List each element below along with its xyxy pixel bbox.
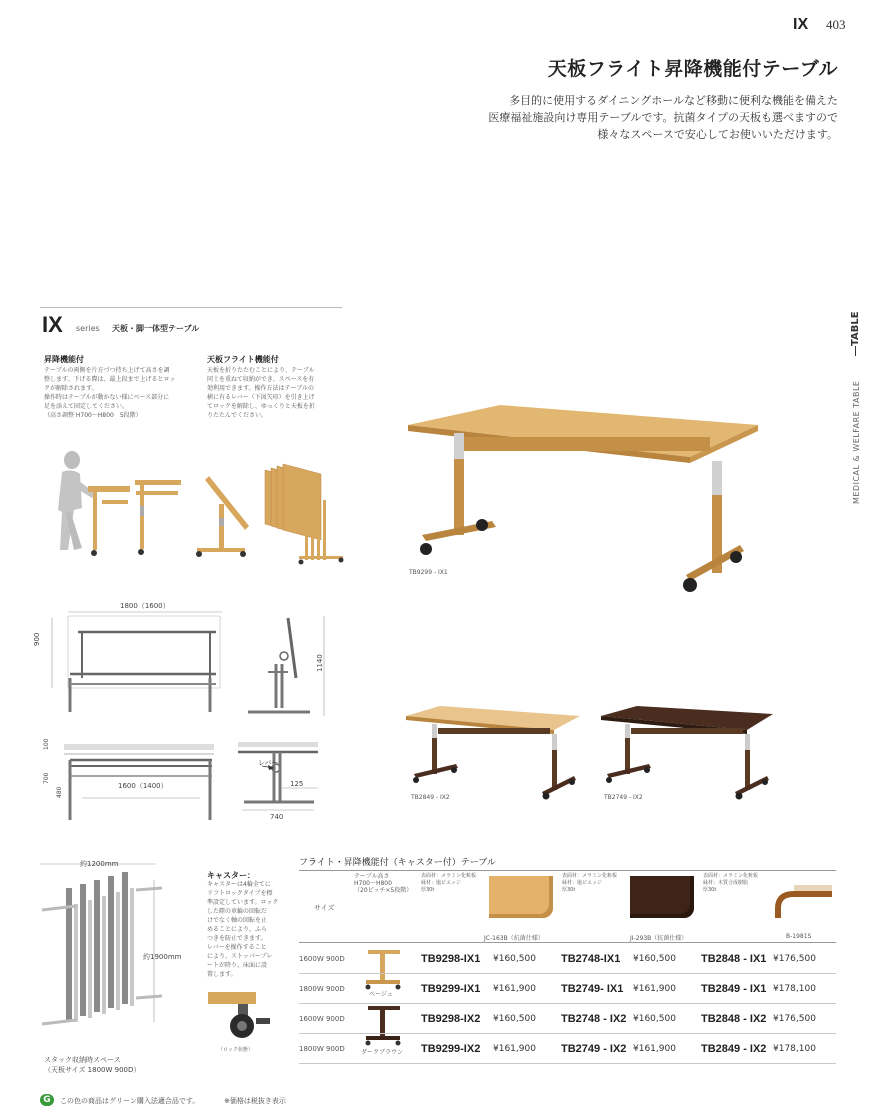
text-line: した際の車輪の回転だ — [207, 908, 268, 915]
text-line: 準設定しています。ロック — [207, 899, 279, 906]
price: ¥161,900 — [633, 1034, 701, 1064]
dim-100: 100 — [43, 738, 50, 750]
text-line: （高さ調整 H700〜H800 5段階） — [44, 412, 142, 419]
row-size: 1800W 900D — [299, 974, 355, 1004]
model-code: TB2749 - IX2 — [561, 1034, 633, 1064]
text-line: （20ピッチ×5段階） — [354, 887, 413, 894]
text-line: 厚30t — [562, 887, 576, 893]
price: ¥161,900 — [633, 974, 701, 1004]
dim-width-inner: 1600（1400） — [118, 782, 168, 790]
spec-header-rule — [299, 942, 836, 943]
text-line: てロックを解除し、ゆっくりと天板を折 — [207, 403, 315, 410]
dim-480: 480 — [56, 786, 63, 798]
text-line: 縁材：塩ビエッジ — [562, 880, 602, 886]
text-line: テーブルの両側を片方づつ持ち上げて高さを調 — [44, 367, 170, 374]
model-code: TB2849 - IX2 — [701, 1034, 773, 1064]
dim-height-1140: 1140 — [316, 654, 324, 672]
text-line: クが解除されます。 — [44, 385, 98, 392]
text-line: キャスターは4輪全てに — [207, 881, 271, 888]
series-desc: 天板・脚一体型テーブル — [112, 324, 200, 333]
text-line: 表面材：メラミン化粧板 — [703, 873, 759, 879]
spec-table — [299, 944, 836, 1064]
side-tab-label: MEDICAL & WELFARE TABLE — [852, 380, 861, 504]
text-line: H700〜H800 — [354, 880, 392, 887]
feature-flight-text — [207, 366, 347, 420]
price: ¥178,100 — [773, 974, 836, 1004]
text-line: 横に有るレバー（下図矢印）を引き上げ — [207, 394, 315, 401]
side-tab-category: TABLE — [850, 311, 861, 346]
dim-width-top: 1800（1600） — [120, 602, 170, 610]
page-series-code: IX — [793, 16, 809, 33]
model-code: TB2849 - IX1 — [701, 974, 773, 1004]
product-code-tb2749: TB2749 - IX2 — [604, 794, 643, 801]
lead-line: 多目的に使用するダイニングホールなど移動に便利な機能を備えた — [509, 94, 838, 107]
model-code: TB2748 - IX2 — [561, 1004, 633, 1034]
top-a-spec — [421, 873, 476, 894]
series-code: IX — [42, 312, 63, 337]
price: ¥176,500 — [773, 1004, 836, 1034]
text-line: つきを防止できます。 — [207, 935, 267, 942]
product-code-tb2849: TB2849 - IX2 — [411, 794, 450, 801]
row-size: 1800W 900D — [299, 1034, 355, 1064]
price: ¥176,500 — [773, 944, 836, 974]
top-b-code: JI-293B（抗菌仕様） — [630, 935, 688, 942]
main-product-code: TB9299 - IX1 — [409, 569, 448, 576]
feature-lift-heading: 昇降機能付 — [44, 355, 84, 364]
leg-brown-label: ダークブラウン — [361, 1049, 404, 1056]
caster-heading: キャスター： — [207, 871, 255, 880]
stack-height: 約1900mm — [143, 953, 182, 961]
leg-beige-label: ベージュ — [369, 991, 393, 998]
model-code: TB2848 - IX1 — [701, 944, 773, 974]
spec-title: フライト・昇降機能付（キャスター付）テーブル — [299, 858, 496, 868]
dim-700: 700 — [43, 772, 50, 784]
price: ¥160,500 — [493, 944, 561, 974]
model-code: TB9299-IX2 — [421, 1034, 493, 1064]
caster-lock-label: （ロック状態） — [218, 1047, 253, 1053]
green-note: この色の商品はグリーン購入法適合品です。 — [60, 1097, 200, 1105]
stack-caption-line: スタック収納時スペース — [44, 1056, 121, 1064]
side-tab-divider — [855, 346, 856, 356]
series-word: series — [76, 324, 100, 333]
text-line: りたたんでください。 — [207, 412, 268, 419]
text-line: 同士を重ねて収納ができ、スペースを有 — [207, 376, 315, 383]
dim-740: 740 — [270, 813, 284, 821]
model-code: TB9299-IX1 — [421, 974, 493, 1004]
top-a-code: JC-163B（抗菌仕様） — [484, 935, 544, 942]
stack-width: 約1200mm — [80, 860, 119, 868]
stack-caption-line: （天板サイズ 1800W 900D） — [44, 1066, 141, 1074]
text-line: 整します。下げる際は、最上段まで上げるとロッ — [44, 376, 176, 383]
text-line: 操作時はテーブルが動かない様にベース部分に — [44, 394, 170, 401]
folding-illustration — [195, 460, 345, 570]
price: ¥160,500 — [633, 944, 701, 974]
text-line: 縁材：塩ビエッジ — [421, 880, 461, 886]
stack-caption — [44, 1055, 140, 1075]
caster-text — [207, 880, 287, 979]
model-code: TB2848 - IX2 — [701, 1004, 773, 1034]
model-code: TB9298-IX2 — [421, 1004, 493, 1034]
model-code: TB2748-IX1 — [561, 944, 633, 974]
dimension-side-view — [240, 608, 340, 720]
dimension-folded-side — [234, 738, 344, 822]
text-line: 表面材：メラミン化粧板 — [562, 873, 618, 879]
lift-illustration — [44, 450, 189, 560]
swatch-beige — [489, 876, 553, 918]
edge-profile-image — [772, 874, 836, 924]
text-line: めることにより、ふら — [207, 926, 268, 933]
row-size: 1600W 900D — [299, 1004, 355, 1034]
text-line: ートが降り、床面に設 — [207, 962, 268, 969]
feature-flight-heading: 天板フライト機能付 — [207, 355, 279, 364]
text-line: 置します。 — [207, 971, 237, 978]
page-number: 403 — [826, 17, 846, 32]
table-row — [299, 944, 836, 974]
top-c-spec — [703, 873, 758, 894]
top-c-code: B-1981S — [786, 933, 812, 940]
lead-line: 医療福祉施設向け専用テーブルです。抗菌タイプの天板も選べますので — [488, 111, 838, 124]
page-title: 天板フライト昇降機能付テーブル — [547, 58, 838, 80]
top-b-spec — [562, 873, 617, 894]
price: ¥161,900 — [493, 1034, 561, 1064]
stack-illustration — [36, 858, 166, 1038]
model-code: TB9298-IX1 — [421, 944, 493, 974]
feature-lift-text — [44, 366, 194, 420]
spec-top-rule — [299, 870, 836, 871]
text-line: リフトロックタイプを標 — [207, 890, 273, 897]
spec-height — [354, 873, 412, 894]
tax-note: ※価格は税抜き表示 — [224, 1097, 286, 1105]
series-rule — [40, 307, 342, 308]
green-mark-icon: G — [40, 1094, 54, 1106]
text-line: 表面材：メラミン化粧板 — [421, 873, 477, 879]
main-product-image — [400, 395, 770, 600]
dim-height-900: 900 — [33, 632, 41, 646]
text-line: 厚30t — [421, 887, 435, 893]
price: ¥161,900 — [493, 974, 561, 1004]
side-tab — [846, 306, 866, 506]
text-line: 足を添えて固定してください。 — [44, 403, 129, 410]
price: ¥160,500 — [493, 1004, 561, 1034]
table-row — [299, 1034, 836, 1064]
text-line: テーブル高さ — [354, 873, 390, 880]
caster-image — [208, 988, 274, 1044]
text-line: により、ストッパープレ — [207, 953, 273, 960]
text-line: 厚30t — [703, 887, 717, 893]
lead-line: 様々なスペースで安心してお使いいただけます。 — [597, 128, 838, 141]
model-code: TB2749- IX1 — [561, 974, 633, 1004]
text-line: 天板を折りたたむことにより、テーブル — [207, 367, 315, 374]
product-image-tb2749 — [597, 700, 777, 802]
text-line: レバーを操作すること — [207, 944, 267, 951]
text-line: けでなく軸の回転を止 — [207, 917, 268, 924]
product-image-tb2849 — [404, 700, 584, 802]
price: ¥160,500 — [633, 1004, 701, 1034]
text-line: 縁材：木質合成樹脂 — [703, 880, 749, 886]
table-row — [299, 1004, 836, 1034]
table-row — [299, 974, 836, 1004]
lead-text — [488, 92, 838, 143]
text-line: 効利用できます。操作方法はテーブルの — [207, 385, 314, 392]
lever-label: レバー — [258, 759, 279, 767]
dim-125: 125 — [290, 780, 304, 788]
spec-size-label: サイズ — [314, 904, 335, 912]
swatch-dark-brown — [630, 876, 694, 918]
row-size: 1600W 900D — [299, 944, 355, 974]
price: ¥178,100 — [773, 1034, 836, 1064]
dimension-front-view — [30, 600, 240, 720]
